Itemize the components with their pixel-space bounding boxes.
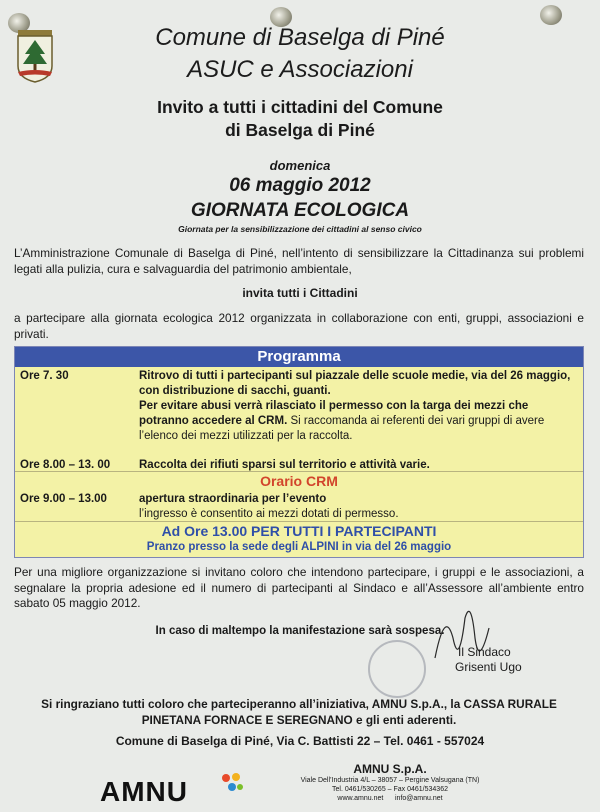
amnu-web: www.amnu.net [337, 795, 384, 802]
event-subtitle: Giornata per la sensibilizzazione dei cittadini al senso civico [178, 224, 422, 234]
row2-time: Ore 8.00 – 13. 00 [20, 459, 111, 471]
row1-description [139, 369, 579, 444]
row1-desc-bold2: Per evitare abusi verrà rilasciato il permesso con la targa dei mezzi che potranno accedere al CRM. [139, 400, 529, 427]
amnu-dots-icon [218, 770, 246, 798]
event-date: 06 maggio 2012 [229, 175, 371, 196]
invite-line2: di Baselga di Piné [225, 120, 375, 140]
invite-all: invita tutti i Cittadini [242, 286, 358, 300]
amnu-contacts [300, 795, 480, 802]
amnu-phone: Tel. 0461/530265 – Fax 0461/534362 [332, 786, 448, 793]
divider [15, 521, 583, 522]
intro-paragraph: L’Amministrazione Comunale di Baselga di Piné, nell’intento di sensibilizzare la Cittadinanza sui problemi legati alla pulizia, cura e salvaguardia del patrimonio ambientale, [14, 246, 584, 276]
row1-desc-extra [139, 399, 579, 444]
row2-description: Raccolta dei rifiuti sparsi sul territorio e attività varie. [139, 459, 430, 471]
final-title: Ad Ore 13.00 PER TUTTI I PARTECIPANTI [161, 523, 437, 539]
crm-title: Orario CRM [260, 473, 338, 489]
amnu-logo: AMNU [100, 776, 188, 807]
row1-desc-bold: Ritrovo di tutti i partecipanti sul piazzale delle scuole medie, via del 26 maggio, con distribuzione di sacchi, guanti. [139, 370, 571, 397]
event-day: domenica [269, 158, 331, 173]
amnu-name: AMNU S.p.A. [353, 762, 427, 776]
divider [15, 471, 583, 472]
programma-title: Programma [15, 347, 583, 367]
amnu-street: Viale Dell’Industria 4/L – 38057 – Pergine Valsugana (TN) [300, 777, 480, 784]
event-title: GIORNATA ECOLOGICA [190, 200, 410, 221]
signature-name: Grisenti Ugo [455, 660, 522, 674]
invite-line1: Invito a tutti i cittadini del Comune [157, 97, 443, 117]
crm-description: l’ingresso è consentito ai mezzi dotati di permesso. [139, 508, 399, 520]
programma-box [14, 346, 584, 558]
bad-weather-note: In caso di maltempo la manifestazione sarà sospesa. [155, 625, 445, 637]
header-line1: Comune di Baselga di Piné [155, 24, 445, 51]
pushpin-icon [540, 5, 562, 25]
final-subtitle: Pranzo presso la sede degli ALPINI in via del 26 maggio [146, 541, 452, 553]
crm-description-bold: apertura straordinaria per l’evento [139, 493, 327, 505]
crm-time: Ore 9.00 – 13.00 [20, 493, 107, 505]
thanks-paragraph: Si ringraziano tutti coloro che parteciperanno all’iniziativa, AMNU S.p.A., la CASSA RURALE PINETANA FORNACE E SEREGNANO e gli enti aderenti. [41, 697, 557, 727]
row1-desc-normal: Si raccomanda ai referenti dei vari gruppi di avere l’elenco dei mezzi utilizzati per la raccolta. [139, 415, 545, 442]
participate-paragraph: a partecipare alla giornata ecologica 2012 organizzata in collaborazione con enti, gruppi, associazioni e privati. [14, 311, 584, 341]
signature-role: Il Sindaco [458, 645, 511, 659]
header-line2: ASUC e Associazioni [187, 56, 413, 83]
official-stamp [368, 640, 426, 698]
amnu-email: info@amnu.net [395, 795, 443, 802]
row1-time: Ore 7. 30 [20, 370, 69, 382]
organization-paragraph: Per una migliore organizzazione si invitano coloro che intendono partecipare, i gruppi e le associazioni, a segnalare la propria adesione ed il numero di partecipanti al Sindaco e all’Assessore all’ambiente entro sabato 05 maggio 2012. [14, 565, 584, 610]
address-line: Comune di Baselga di Piné, Via C. Battisti 22 – Tel. 0461 - 557024 [115, 734, 485, 748]
